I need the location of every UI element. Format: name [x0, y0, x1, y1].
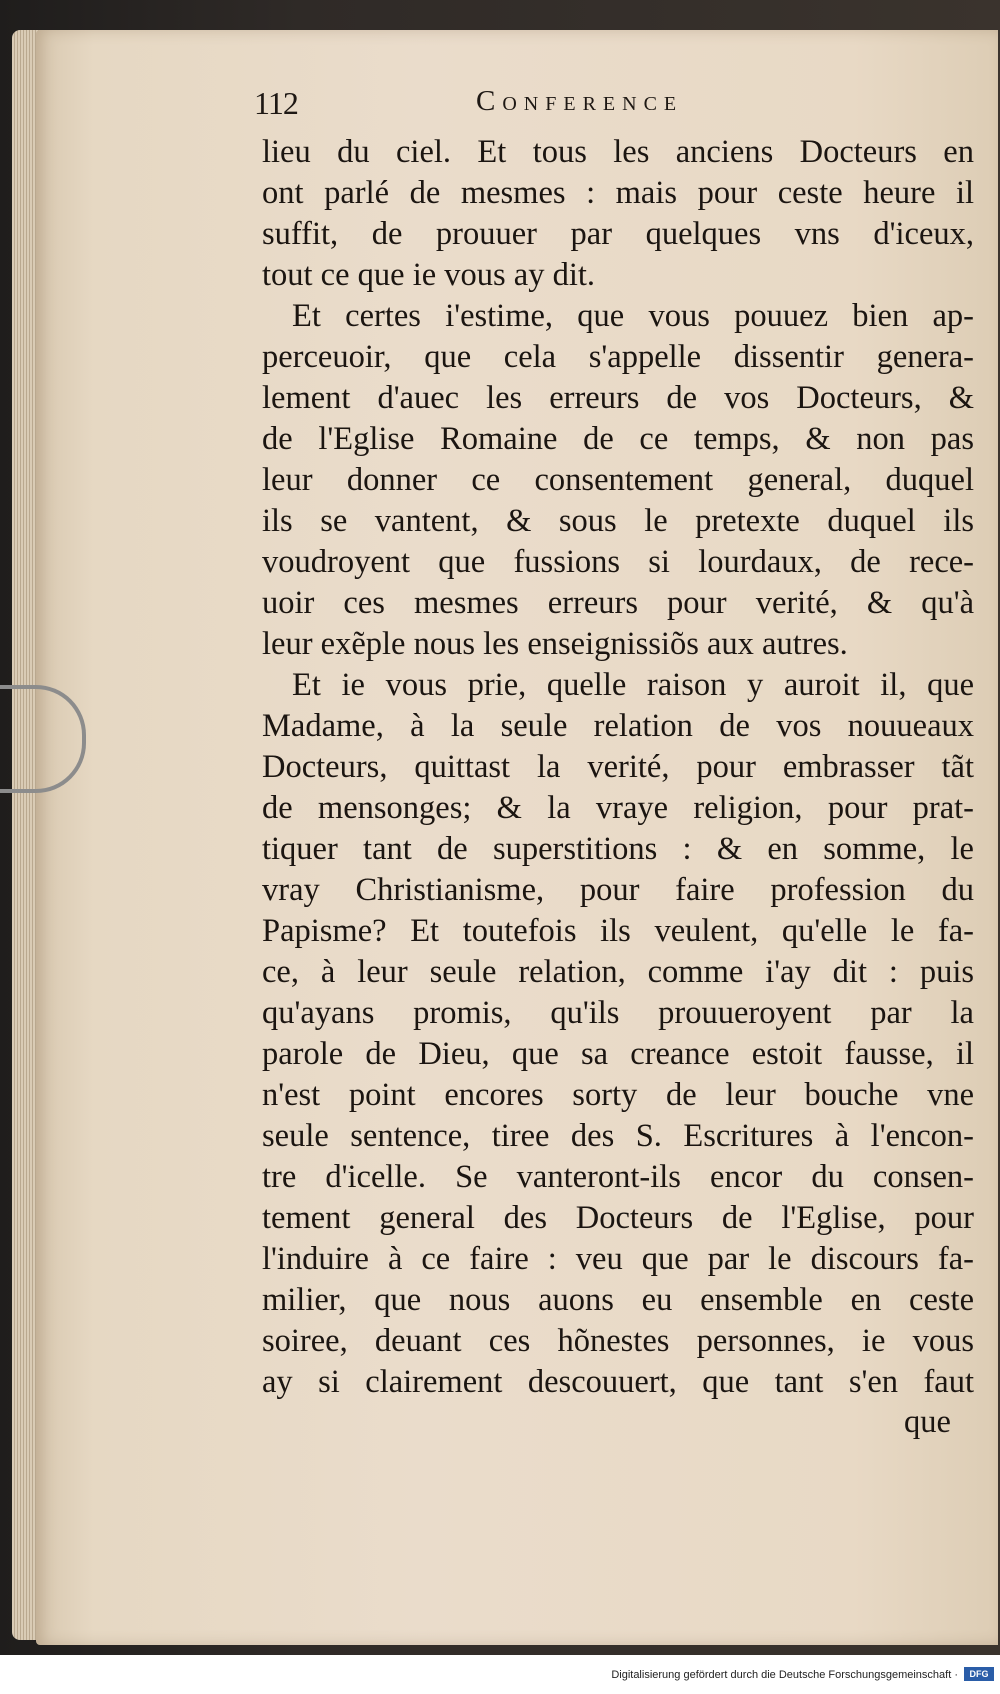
running-head: Conference: [476, 85, 684, 117]
text-line: milier, que nous auons eu ensemble en ceste: [262, 1282, 974, 1318]
dfg-logo-icon: DFG: [964, 1667, 994, 1681]
footer-bar: [0, 1655, 1000, 1694]
text-line: ay si clairement descouuert, que tant s'en faut: [262, 1364, 974, 1400]
text-line: tiquer tant de superstitions : & en somme, le: [262, 831, 974, 867]
text-line: voudroyent que fussions si lourdaux, de rece-: [262, 544, 974, 580]
text-line: tement general des Docteurs de l'Eglise, pour: [262, 1200, 974, 1236]
body-text: [262, 132, 974, 1403]
text-line: ont parlé de mesmes : mais pour ceste heure il: [262, 175, 974, 211]
text-line: soiree, deuant ces hõnestes personnes, ie vous: [262, 1323, 974, 1359]
text-line: ils se vantent, & sous le pretexte duquel ils: [262, 503, 974, 539]
text-line: perceuoir, que cela s'appelle dissentir genera-: [262, 339, 974, 375]
page-number: 112: [254, 85, 298, 121]
text-line: Et ie vous prie, quelle raison y auroit il, que: [292, 667, 974, 703]
text-line: n'est point encores sorty de leur bouche vne: [262, 1077, 974, 1113]
text-line: tout ce que ie vous ay dit.: [262, 257, 596, 293]
funding-credit: Digitalisierung gefördert durch die Deutsche Forschungsgemeinschaft ·: [611, 1669, 958, 1681]
text-line: ce, à leur seule relation, comme i'ay dit : puis: [262, 954, 974, 990]
text-line: uoir ces mesmes erreurs pour verité, & qu'à: [262, 585, 974, 621]
text-line: lieu du ciel. Et tous les anciens Docteurs en: [262, 134, 974, 170]
text-line: lement d'auec les erreurs de vos Docteurs, &: [262, 380, 974, 416]
text-line: Docteurs, quittast la verité, pour embrasser tãt: [262, 749, 974, 785]
page-header: [0, 85, 1000, 125]
text-line: de mensonges; & la vraye religion, pour prat-: [262, 790, 974, 826]
text-line: tre d'icelle. Se vanteront-ils encor du consen-: [262, 1159, 974, 1195]
text-line: de l'Eglise Romaine de ce temps, & non pas: [262, 421, 974, 457]
text-line: l'induire à ce faire : veu que par le discours fa-: [262, 1241, 974, 1277]
text-line: Et certes i'estime, que vous pouuez bien ap-: [292, 298, 974, 334]
text-line: Madame, à la seule relation de vos nouueaux: [262, 708, 974, 744]
text-line: parole de Dieu, que sa creance estoit fausse, il: [262, 1036, 974, 1072]
text-line: leur exẽple nous les enseignissiõs aux autres.: [262, 626, 848, 662]
catchword: que: [904, 1404, 951, 1440]
text-line: qu'ayans promis, qu'ils prouueroyent par la: [262, 995, 974, 1031]
text-line: seule sentence, tiree des S. Escritures à l'encon-: [262, 1118, 974, 1154]
text-line: suffit, de prouuer par quelques vns d'iceux,: [262, 216, 974, 252]
text-line: vray Christianisme, pour faire profession du: [262, 872, 974, 908]
text-line: Papisme? Et toutefois ils veulent, qu'elle le fa-: [262, 913, 974, 949]
text-line: leur donner ce consentement general, duquel: [262, 462, 974, 498]
